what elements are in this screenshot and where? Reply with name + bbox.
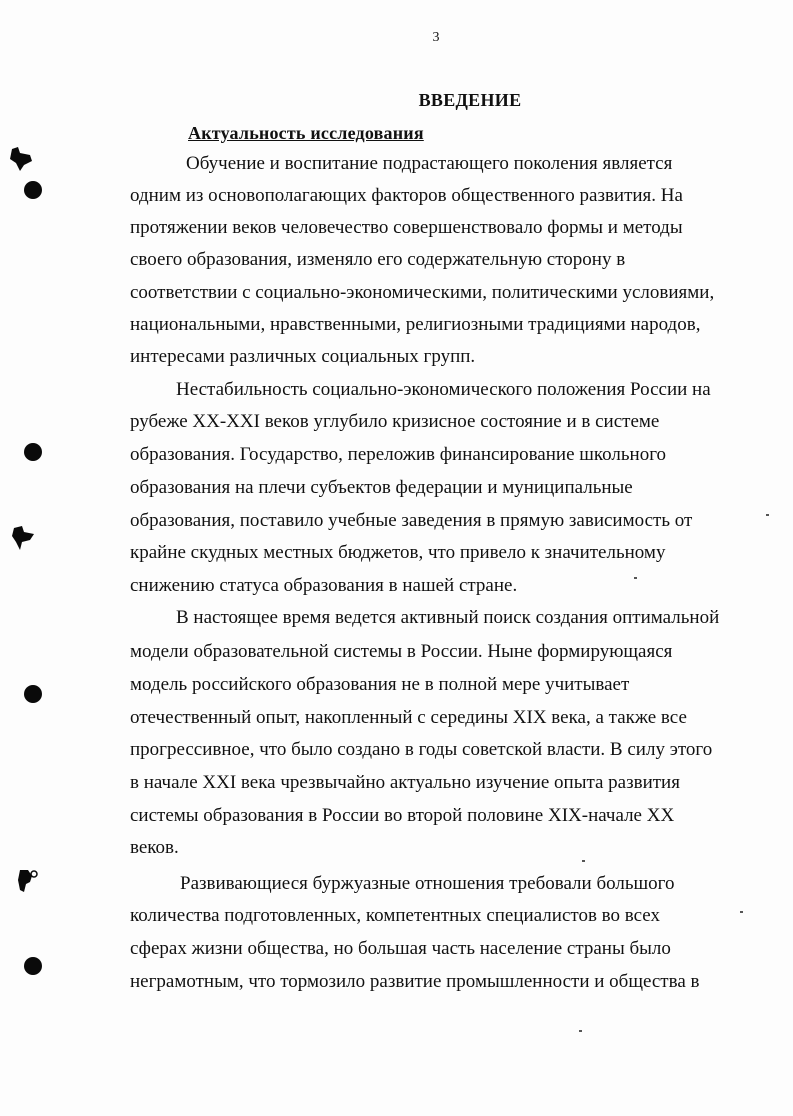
scan-blot-mark [14,866,42,896]
text-line: образования. Государство, переложив финансирование школьного [130,444,667,465]
text-line: образования, поставило учебные заведения в прямую зависимость от [130,510,693,531]
text-line: протяжении веков человечество совершенствовало формы и методы [130,217,683,238]
scan-speck [766,514,769,516]
text-line: Развивающиеся буржуазные отношения требовали большого [180,873,675,894]
text-line: своего образования, изменяло его содержательную сторону в [130,249,626,270]
text-line: прогрессивное, что было создано в годы советской власти. В силу этого [130,739,713,760]
text-line: количества подготовленных, компетентных специалистов во всех [130,905,660,926]
text-line: соответствии с социально-экономическими, политическими условиями, [130,282,715,303]
text-line: в начале XXI века чрезвычайно актуально изучение опыта развития [130,772,680,793]
punch-hole-mark [24,443,42,461]
text-line: образования на плечи субъектов федерации и муниципальные [130,477,633,498]
text-line: неграмотным, что тормозило развитие промышленности и общества в [130,971,700,992]
text-line: снижению статуса образования в нашей стране. [130,575,518,596]
text-line: системы образования в России во второй половине XIX-начале XX [130,805,675,826]
text-line: крайне скудных местных бюджетов, что привело к значительному [130,542,666,563]
text-line: Нестабильность социально-экономического положения России на [176,379,711,400]
text-line: модели образовательной системы в России. Ныне формирующаяся [130,641,673,662]
scan-speck [634,577,637,579]
text-line: модель российского образования не в полной мере учитывает [130,674,630,695]
punch-hole-mark [24,957,42,975]
scan-speck [740,911,743,913]
text-line: В настоящее время ведется активный поиск создания оптимальной [176,607,720,628]
text-line: веков. [130,837,179,858]
page-number: 3 [432,30,440,45]
text-line: национальными, нравственными, религиозными традициями народов, [130,314,701,335]
text-line: интересами различных социальных групп. [130,346,476,367]
scan-blot-mark [10,522,40,552]
section-subheading: Актуальность исследования [188,123,424,143]
punch-hole-mark [24,181,42,199]
page-heading: ВВЕДЕНИЕ [418,90,522,110]
text-line: сферах жизни общества, но большая часть население страны было [130,938,671,959]
text-line: рубеже XX-XXI веков углубило кризисное состояние и в системе [130,411,660,432]
punch-hole-mark [24,685,42,703]
scan-blot-mark [8,145,38,175]
text-line: Обучение и воспитание подрастающего поколения является [186,153,673,174]
text-line: одним из основополагающих факторов общественного развития. На [130,185,683,206]
text-line: отечественный опыт, накопленный с середины XIX века, а также все [130,707,687,728]
scan-speck [582,860,585,862]
scan-speck [579,1030,582,1032]
